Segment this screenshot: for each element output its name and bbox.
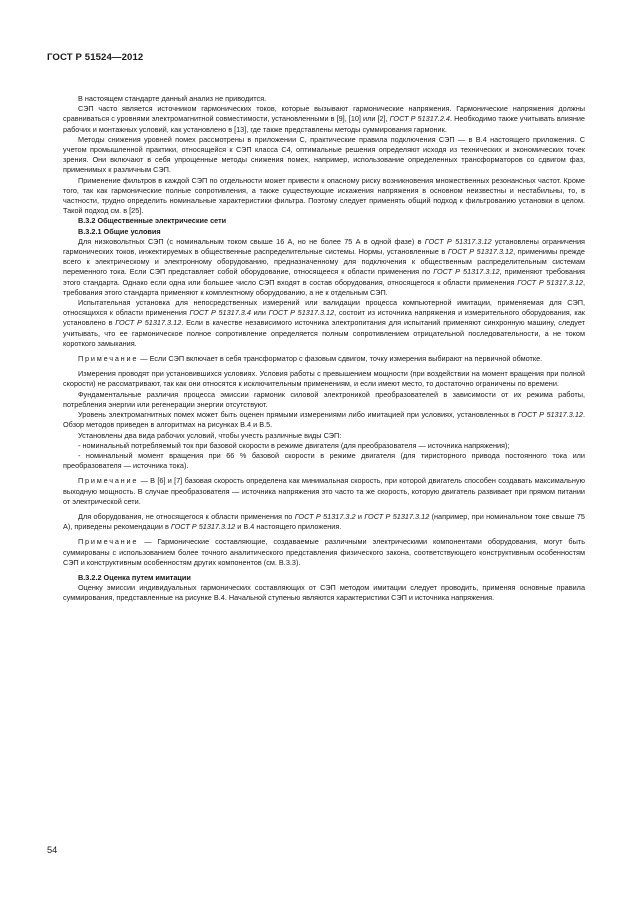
document-body xyxy=(63,94,585,604)
note-2 xyxy=(63,476,585,507)
section-heading-b32: В.3.2 Общественные электрические сети xyxy=(78,216,227,226)
paragraph xyxy=(63,512,585,532)
text-run: - номинальный момент вращения при 66 % базовой скорости в режиме двигателя (для тиристорного привода постоянного тока или преобразователя — источника тока). xyxy=(63,450,585,471)
text-run: Для низковольтных СЭП (с номинальным током свыше 16 А, но не более 75 А в одной фазе) в xyxy=(78,236,425,246)
text-run: Установлены два вида рабочих условий, чтобы учесть различные виды СЭП: xyxy=(78,430,342,440)
note-text: — Если СЭП включает в себя трансформатор с фазовым сдвигом, точку измерения выбирают на первичной обмотке. xyxy=(138,354,543,364)
text-run: Применение фильтров в каждой СЭП по отдельности может привести к опасному риску возникновения множественных резонансных частот. Кроме того, так как гармонические полные сопротивления, а также существующие искажения напряжения в основном неизвестны и нестабильны, то, в частности, трудно определить номинальные характеристики фильтра. Поэтому следует применять общий подход к фильтрованию установки в целом. Такой подход см. в [25]. xyxy=(63,175,585,216)
note-1 xyxy=(63,354,585,364)
standard-reference: ГОСТ Р 51317.3.12 xyxy=(268,308,335,318)
text-run: Измерения проводят при установившихся условиях. Условия работы с превышением мощности (при воздействии на момент вращения при полной скорости) не рассматривают, так как они относятся к исключительным применениям, и если имеют место, то достаточно ограничены по времени. xyxy=(63,369,585,389)
paragraph xyxy=(63,176,585,217)
standard-reference: ГОСТ Р 51317.3.12 xyxy=(424,236,492,246)
standard-reference: ГОСТ Р 51317.3.12 xyxy=(517,277,583,287)
note-text: — В [6] и [7] базовая скорость определена как минимальная скорость, при которой двигатель способен создавать максимальную выходную мощность. В случае преобразователя — источника напряжения это часто та же скорость, которую двигатель развивает при прямом питании от электрической сети. xyxy=(63,476,585,506)
text-run: - номинальный потребляемый ток при базовой скорости в режиме двигателя (для преобразователя — источника напряжения); xyxy=(78,440,510,450)
note-3 xyxy=(63,537,585,568)
text-run: , применяют требования этого стандарта. Однако если одна или большее число СЭП входят в состав оборудования, относящегося к области применения xyxy=(63,267,585,287)
note-label: Примечание xyxy=(78,537,139,547)
paragraph xyxy=(63,431,585,441)
standard-reference: ГОСТ Р 51317.3.2 xyxy=(294,511,356,521)
paragraph xyxy=(63,104,585,135)
paragraph-group-4 xyxy=(63,512,585,532)
text-run: Оценку эмиссии индивидуальных гармонических составляющих от СЭП методом имитации следует проводить, применяя основные правила суммирования, представленные на рисунке В.4. Начальной ступенью являются характеристики СЭП и источника напряжения. xyxy=(63,583,585,603)
text-run: , применимы прежде всего к электрическому и электронному оборудованию, предназначенному для подключения к общественным распределительным системам переменного тока. Если СЭП представляет собой оборудование, относящееся к области применения по xyxy=(63,247,585,277)
paragraph-group-1 xyxy=(63,94,585,216)
standard-reference: ГОСТ Р 51317.3.12 xyxy=(433,267,500,277)
text-run: установлены ограничения гармонических токов, инжектируемых в общественные распределительные системы. Нормы, установленные в xyxy=(63,236,585,257)
paragraph xyxy=(63,135,585,176)
paragraph xyxy=(63,298,585,349)
text-run: Для оборудования, не относящегося к области применения по xyxy=(78,511,295,521)
paragraph xyxy=(63,390,585,410)
text-run: или xyxy=(250,308,269,318)
text-run: . Если в качестве независимого источника электропитания для испытаний применяют синхронную машину, следует учитывать, что ее гармоническое полное сопротивление определяется полным сопротивлением отрицательной последовательности, а не током короткого замыкания. xyxy=(63,318,585,348)
note-text: — Гармонические составляющие, создаваемые различными электрическими компонентами оборудования, могут быть суммированы с использованием более точного аналитического представления физического закона, соответствующего конструктивным особенностям СЭП и конструктивным особенностям других компонентов (см. В.3.3). xyxy=(63,537,585,567)
standard-reference: ГОСТ Р 51317.3.12 xyxy=(170,522,236,532)
text-run: Фундаментальные различия процесса эмиссии гармоник силовой электроникой преобразователей в зависимости от их режима работы, потребления энергии или регенерации энергии отсутствуют. xyxy=(63,389,585,409)
paragraph-group-2 xyxy=(63,237,585,349)
standard-reference: ГОСТ Р 51317.3.12 xyxy=(447,247,514,257)
text-run: . Необходимо также учитывать влияние рабочих и монтажных условий, как установлено в [13], где также представлены методы суммирования гармоник. xyxy=(63,114,585,134)
paragraph xyxy=(63,237,585,298)
paragraph xyxy=(63,583,585,603)
paragraph xyxy=(63,451,585,471)
text-run: и xyxy=(355,511,365,521)
paragraph xyxy=(63,369,585,389)
standard-reference: ГОСТ Р 51317.3.12 xyxy=(115,318,182,328)
text-run: и В.4 настоящего приложения. xyxy=(235,522,342,532)
note-label: Примечание xyxy=(78,354,139,364)
text-run: , состоит из источника напряжения и измерительного оборудования, как установлено в xyxy=(63,308,585,328)
text-run: Уровень электромагнитных помех может быть оценен прямыми измерениями либо имитацией при условиях, установленных в xyxy=(78,410,518,420)
standard-reference: ГОСТ Р 51317.3.4 xyxy=(189,308,251,318)
standard-reference: ГОСТ Р 51317.3.12 xyxy=(517,410,583,420)
paragraph-group-3 xyxy=(63,369,585,471)
text-run: (например, при номинальном токе свыше 75 А), приведены рекомендации в xyxy=(63,511,585,532)
paragraph xyxy=(63,441,585,451)
text-run: Испытательная установка для непосредственных измерений или валидации процесса компьютерной имитации, применяемая для СЭП, относящихся к области применения xyxy=(63,298,585,318)
text-run: . Обзор методов приведен в алгоритмах на рисунках В.4 и В.5. xyxy=(63,410,585,430)
paragraph xyxy=(63,94,585,104)
section-heading-b322: В.3.2.2 Оценка путем имитации xyxy=(78,572,191,582)
text-run: СЭП часто является источником гармонических токов, которые вызывают гармонические напряжения. Гармонические напряжения должны сравниваться с уровнями электромагнитной совместимости, установленными в [9], [10] или [2], xyxy=(63,104,585,124)
text-run: В настоящем стандарте данный анализ не приводится. xyxy=(78,94,267,103)
paragraph xyxy=(63,410,585,430)
text-run: , требования этого стандарта применяют к комплектному оборудованию, а не к отдельным СЭП. xyxy=(63,277,585,297)
section-heading-b321: В.3.2.1 Общие условия xyxy=(78,226,161,236)
standard-reference: ГОСТ Р 51317.3.12 xyxy=(364,511,430,521)
document-header: ГОСТ Р 51524—2012 xyxy=(47,52,144,63)
page-number: 54 xyxy=(47,845,58,855)
text-run: Методы снижения уровней помех рассмотрены в приложении С, практические правила подключения СЭП — в В.4 настоящего приложения. С учетом промышленной практики, относящейся к СЭП класса С4, оптимальные решения определяют исходя из технических и экономических точек зрения. Они включают в себя упрощенные методы снижения помех, например, использование определенных трансформаторов со сдвигом фаз, применимых к различным СЭП. xyxy=(63,134,585,175)
paragraph-group-5 xyxy=(63,583,585,603)
standard-reference: ГОСТ Р 51317.2.4 xyxy=(389,114,450,124)
note-label: Примечание xyxy=(78,476,139,486)
